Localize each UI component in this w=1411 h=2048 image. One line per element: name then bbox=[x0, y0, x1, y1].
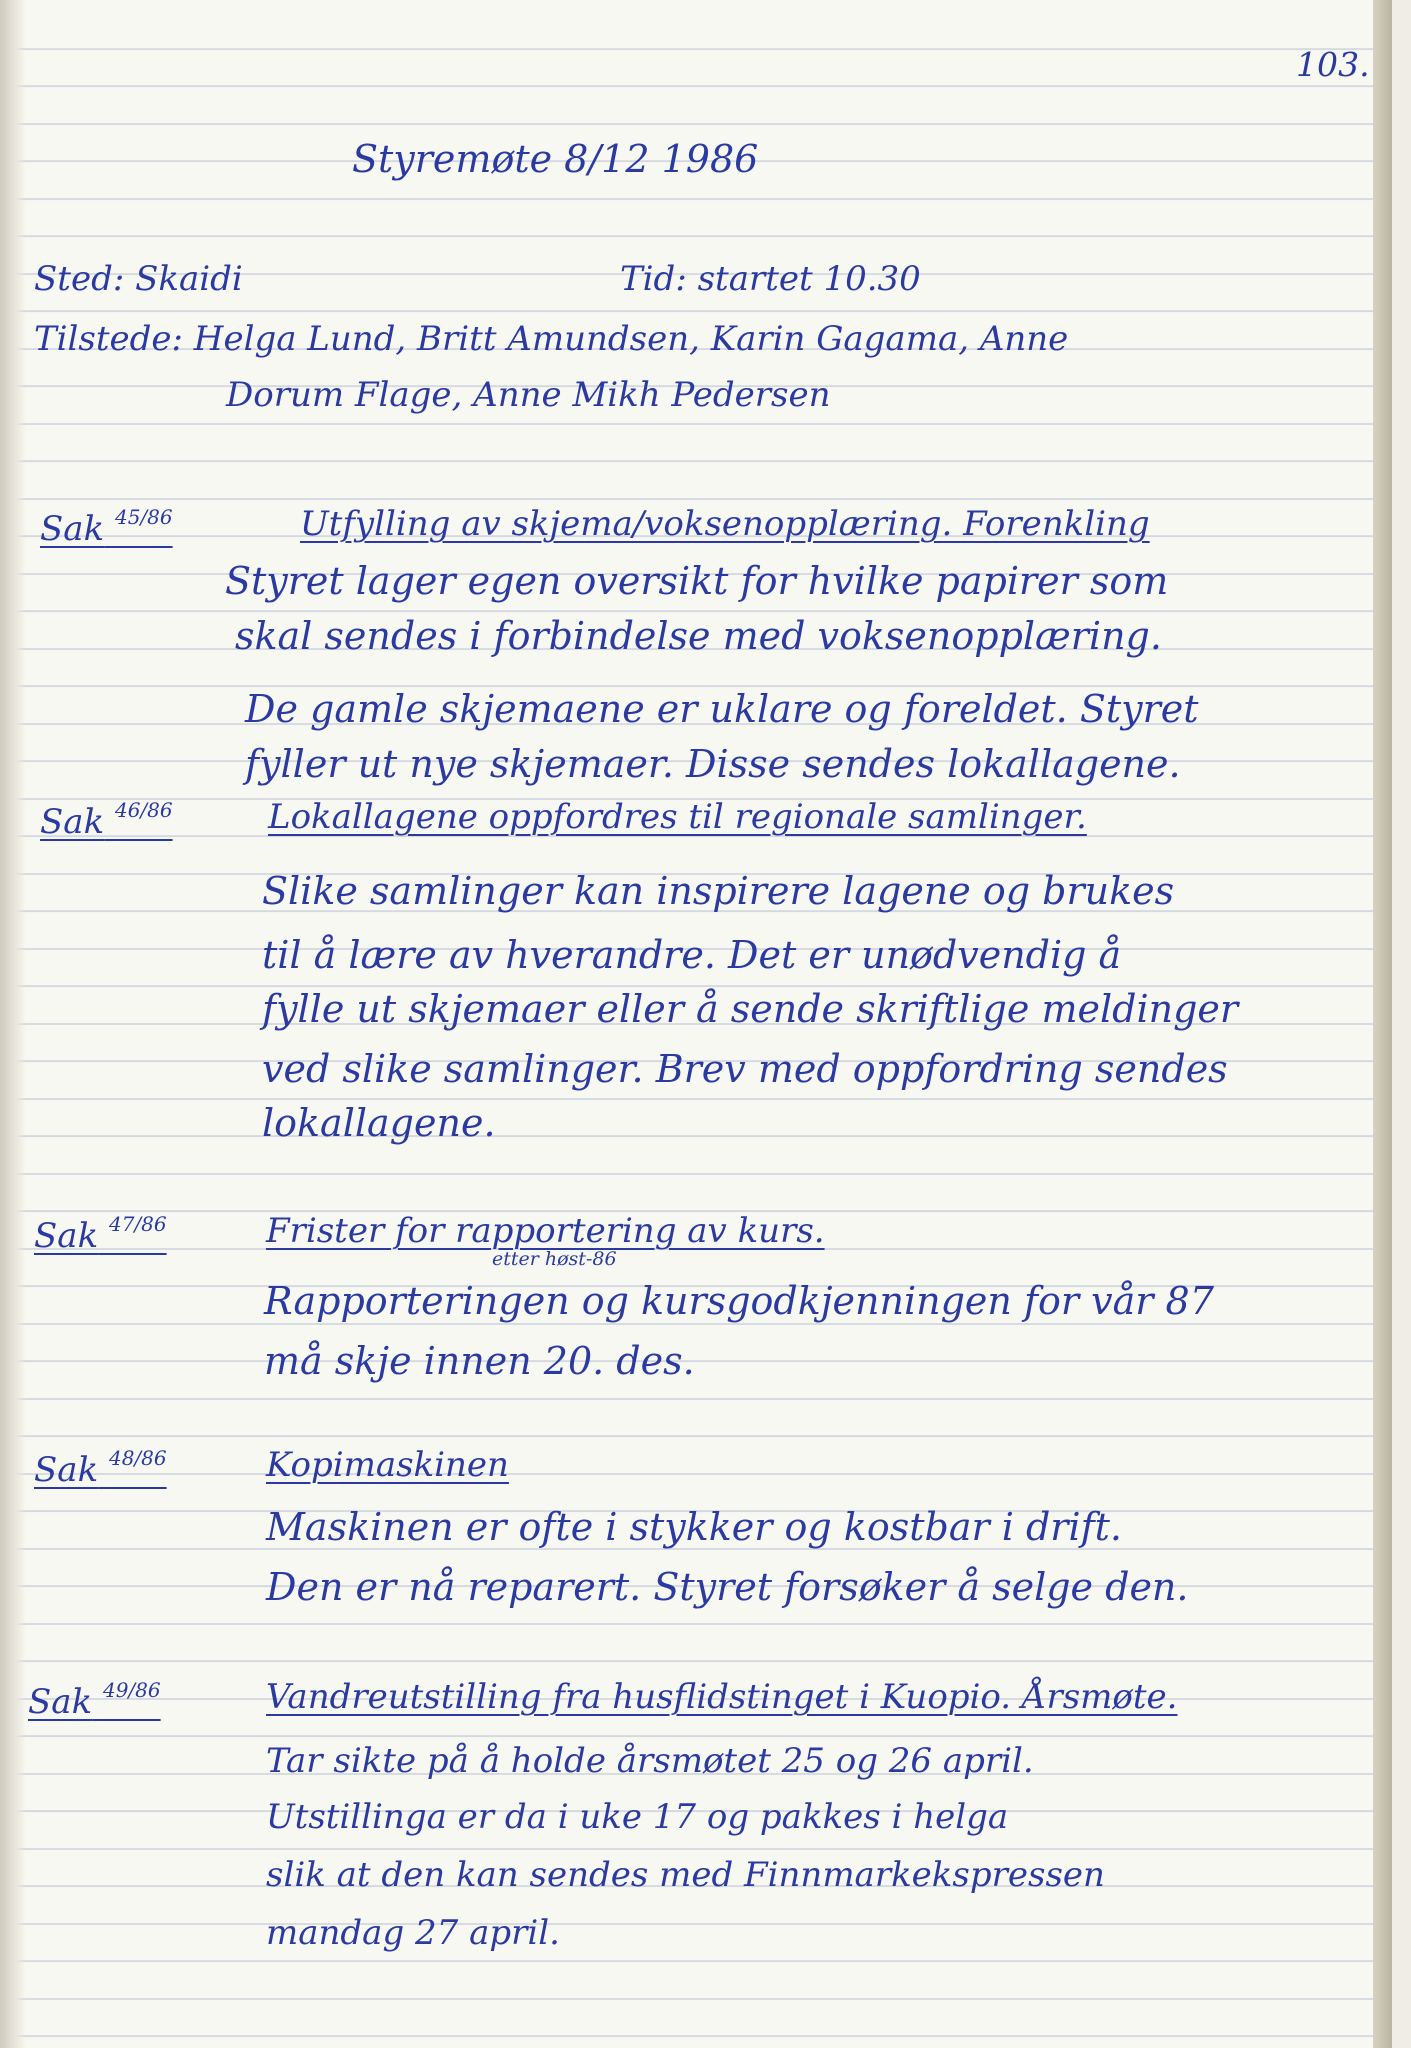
sak-line: Rapporteringen og kursgodkjenningen for vår 87 bbox=[264, 1279, 1214, 1323]
sak-heading: Lokallagene oppfordres til regionale samlinger. bbox=[268, 797, 1087, 837]
sak-heading: Utfylling av skjema/voksenopplæring. Forenkling bbox=[300, 504, 1150, 544]
binding-shadow bbox=[0, 0, 26, 2048]
sak-line: slik at den kan sendes med Finnmarkekspressen bbox=[266, 1855, 1105, 1895]
header-tilstede-line1: Tilstede: Helga Lund, Britt Amundsen, Karin Gagama, Anne bbox=[34, 319, 1069, 359]
sak-line: Styret lager egen oversikt for hvilke papirer som bbox=[225, 559, 1169, 603]
page-number: 103. bbox=[1296, 45, 1370, 84]
sak-label: Sak $^{47/86}$ bbox=[34, 1212, 167, 1256]
sak-line: fyller ut nye skjemaer. Disse sendes lokallagene. bbox=[245, 742, 1181, 786]
sak-line: Maskinen er ofte i stykker og kostbar i drift. bbox=[266, 1505, 1123, 1549]
sak-label: Sak $^{48/86}$ bbox=[34, 1446, 167, 1490]
sak-line: De gamle skjemaene er uklare og foreldet. Styret bbox=[245, 687, 1199, 731]
sak-line: fylle ut skjemaer eller å sende skriftlige meldinger bbox=[262, 987, 1239, 1031]
sak-line: må skje innen 20. des. bbox=[264, 1339, 695, 1383]
page-title: Styremøte 8/12 1986 bbox=[352, 137, 759, 181]
header-tilstede-line2: Dorum Flage, Anne Mikh Pedersen bbox=[226, 375, 831, 415]
sak-insert: etter høst-86 bbox=[492, 1248, 617, 1270]
sak-line: Slike samlinger kan inspirere lagene og brukes bbox=[262, 869, 1175, 913]
sak-label: Sak $^{45/86}$ bbox=[40, 505, 173, 549]
sak-heading: Vandreutstilling fra husflidstinget i Kuopio. Årsmøte. bbox=[266, 1677, 1178, 1717]
page-edge bbox=[1373, 0, 1392, 2048]
sak-line: Utstillinga er da i uke 17 og pakkes i helga bbox=[266, 1797, 1009, 1837]
sak-heading: Kopimaskinen bbox=[266, 1445, 509, 1485]
sak-line: lokallagene. bbox=[262, 1101, 496, 1145]
header-tid: Tid: startet 10.30 bbox=[620, 259, 921, 299]
sak-label: Sak $^{49/86}$ bbox=[28, 1678, 161, 1722]
sak-line: skal sendes i forbindelse med voksenopplæring. bbox=[235, 614, 1162, 658]
header-sted: Sted: Skaidi bbox=[34, 259, 243, 299]
sak-line: Tar sikte på å holde årsmøtet 25 og 26 april. bbox=[266, 1741, 1034, 1781]
sak-line: ved slike samlinger. Brev med oppfordring sendes bbox=[262, 1047, 1228, 1091]
sak-line: mandag 27 april. bbox=[266, 1913, 560, 1953]
sak-heading: Frister for rapportering av kurs. bbox=[266, 1211, 825, 1251]
sak-label: Sak $^{46/86}$ bbox=[40, 798, 173, 842]
sak-line: til å lære av hverandre. Det er unødvendig å bbox=[262, 933, 1122, 977]
sak-line: Den er nå reparert. Styret forsøker å selge den. bbox=[266, 1565, 1189, 1609]
